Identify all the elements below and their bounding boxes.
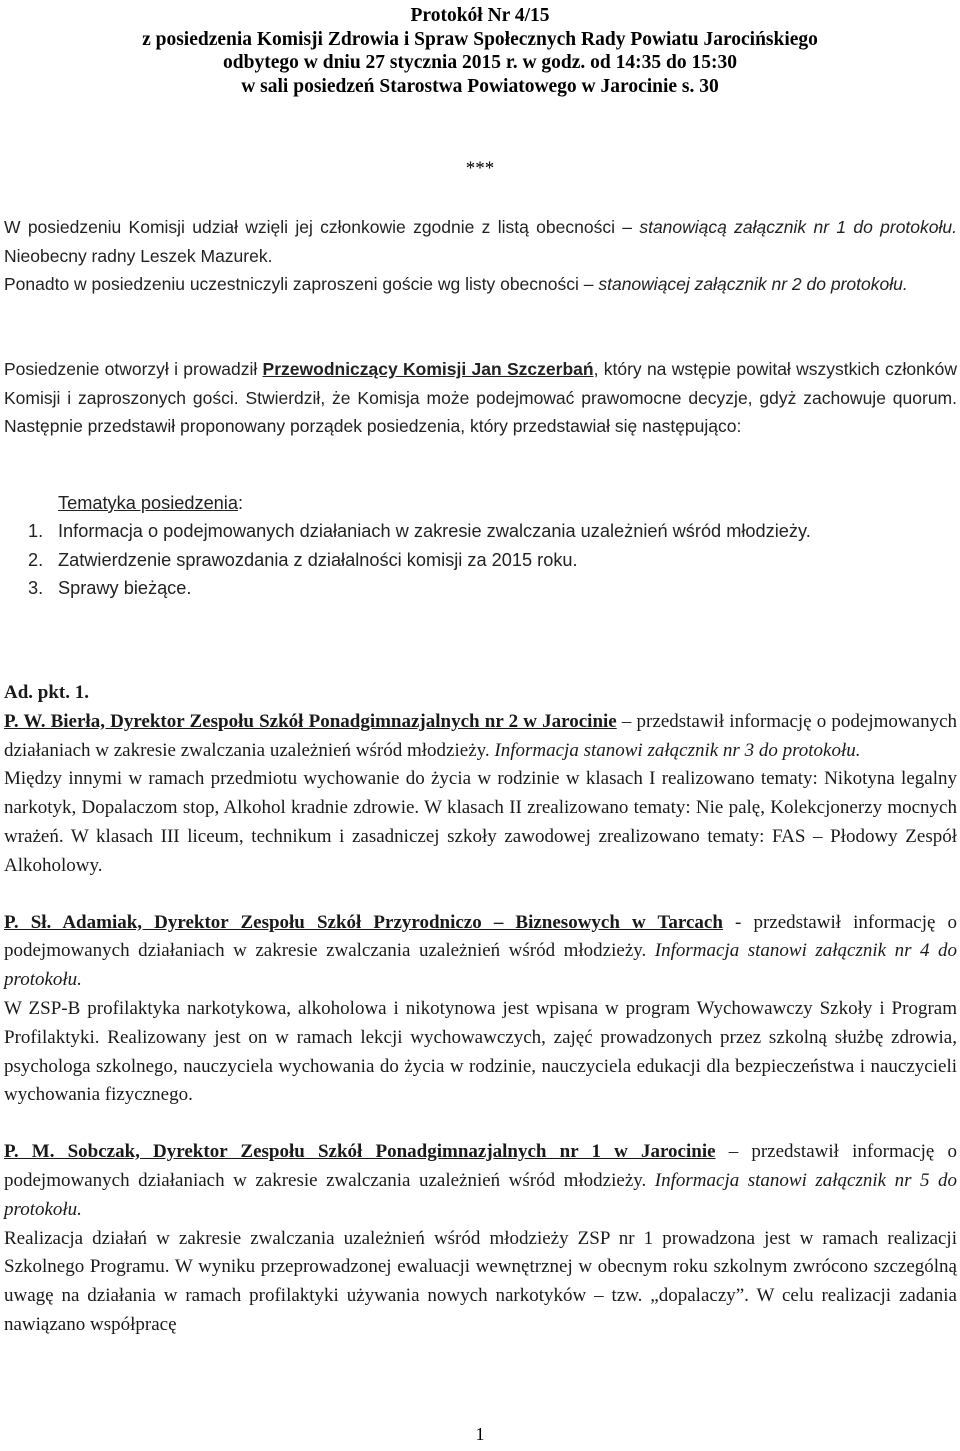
location-line: w sali posiedzeń Starostwa Powiatowego w Jarocinie s. 30 xyxy=(241,75,719,97)
speaker-name: P. Sł. Adamiak, Dyrektor Zespołu Szkół Przyrodniczo – Biznesowych w Tarcach xyxy=(4,911,723,933)
speaker-block xyxy=(4,1138,957,1340)
speaker-name: P. M. Sobczak, Dyrektor Zespołu Szkół Ponadgimnazjalnych nr 1 w Jarocinie xyxy=(4,1141,716,1163)
speaker-body: W ZSP-B profilaktyka narkotykowa, alkoholowa i nikotynowa jest wpisana w program Wychowawczy Szkoły i Program Profilaktyki. Realizowany jest on w ramach lekcji wychowawczych, zajęć prowadzonych przez szkolną służbę zdrowia, psychologa szkolnego, nauczyciela wychowania do życia w rodzinie, nauczyciela edukacji dla bezpieczeństwa i nauczycieli wychowania fizycznego. xyxy=(4,997,957,1106)
speaker-attachment: Informacja stanowi załącznik nr 3 do protokołu. xyxy=(494,739,861,761)
speaker-attachment: Informacja stanowi załącznik nr 5 do protokołu. xyxy=(4,1169,957,1220)
agenda-item-number: 1. xyxy=(28,521,44,541)
speaker-attachment: Informacja stanowi załącznik nr 4 do protokołu. xyxy=(4,940,957,991)
speaker-block xyxy=(4,708,957,881)
agenda-list xyxy=(28,517,957,603)
speaker-intro: - przedstawił informację o podejmowanych działaniach w zakresie zwalczania uzależnień wśród młodzieży. xyxy=(4,911,957,962)
section-ad-pkt-1 xyxy=(4,679,957,1340)
speaker-block xyxy=(4,909,957,1111)
date-line: odbytego w dniu 27 stycznia 2015 r. w godz. od 14:35 do 15:30 xyxy=(223,52,737,73)
speaker-intro: – przedstawił informację o podejmowanych działaniach w zakresie zwalczania uzależnień wśród młodzieży. xyxy=(4,710,957,761)
speaker-body: Realizacja działań w zakresie zwalczania uzależnień wśród młodzieży ZSP nr 1 prowadzona jest w ramach realizacji Szkolnego Programu. W wyniku przeprowadzonej ewaluacji wewnętrznej w obecnym roku szkolnym zwrócono szczególną uwagę na działania w ramach profilaktyki używania nowych narkotyków – tzw. „dopalaczy”. W celu realizacji zadania nawiązano współpracę xyxy=(4,1227,957,1335)
agenda-item-text: Informacja o podejmowanych działaniach w zakresie zwalczania uzależnień wśród młodzieży. xyxy=(58,521,811,541)
intro-text: W posiedzeniu Komisji udział wzięli jej członkowie zgodnie z listą obecności – xyxy=(4,217,633,237)
committee-line: z posiedzenia Komisji Zdrowia i Spraw Społecznych Rady Powiatu Jarocińskiego xyxy=(142,28,818,50)
agenda-item xyxy=(28,574,957,603)
speaker-name: P. W. Bierła, Dyrektor Zespołu Szkół Ponadgimnazjalnych nr 2 w Jarocinie xyxy=(4,710,617,732)
absence-note: Nieobecny radny Leszek Mazurek. xyxy=(4,245,273,266)
opening-post: , który na wstępie powitał wszystkich członków Komisji i zaproszonych gości. Stwierdził, że Komisja może podejmować prawomocne decyzje, gdyż zachowuje quorum. Następnie przedstawił proponowany porządek posiedzenia, który przedstawiał się następująco: xyxy=(4,359,958,436)
chairman-name: Przewodniczący Komisji Jan Szczerbań xyxy=(262,359,594,379)
agenda-heading-line xyxy=(58,489,957,518)
agenda-item-number: 3. xyxy=(28,578,44,598)
guests-text: Ponadto w posiedzeniu uczestniczyli zaproszeni goście wg listy obecności – xyxy=(4,274,594,294)
section-heading: Ad. pkt. 1. xyxy=(4,682,89,703)
speaker-body: Między innymi w ramach przedmiotu wychowanie do życia w rodzinie w klasach I realizowano tematy: Nikotyna legalny narkotyk, Dopalaczom stop, Alkohol kradnie zdrowie. W klasach II zrealizowano tematy: Nie palę, Kolekcjonerzy mocnych wrażeń. W klasach III liceum, technikum i zasadniczej szkoły zawodowej zrealizowano tematy: FAS – Płodowy Zespół Alkoholowy. xyxy=(4,768,957,876)
guests-attachment: stanowiącej załącznik nr 2 do protokołu. xyxy=(598,274,908,294)
intro-paragraph xyxy=(4,213,957,299)
protocol-header xyxy=(0,4,960,98)
agenda-heading: Tematyka posiedzenia xyxy=(58,493,238,513)
agenda-item-text: Zatwierdzenie sprawozdania z działalności komisji za 2015 roku. xyxy=(58,549,578,570)
opening-pre: Posiedzenie otworzył i prowadził xyxy=(4,359,258,379)
protocol-number: Protokół Nr 4/15 xyxy=(410,5,550,26)
agenda-item xyxy=(28,517,957,546)
opening-paragraph xyxy=(4,355,957,441)
agenda-colon: : xyxy=(237,493,244,513)
intro-attachment: stanowiącą załącznik nr 1 do protokołu. xyxy=(639,217,957,237)
page-number: 1 xyxy=(475,1424,485,1444)
agenda-item-number: 2. xyxy=(28,549,44,570)
speaker-intro: – przedstawił informację o podejmowanych działaniach w zakresie zwalczania uzależnień wśród młodzieży. xyxy=(4,1141,957,1191)
agenda-item xyxy=(28,546,957,575)
separator: *** xyxy=(465,158,495,179)
agenda-item-text: Sprawy bieżące. xyxy=(58,578,192,598)
